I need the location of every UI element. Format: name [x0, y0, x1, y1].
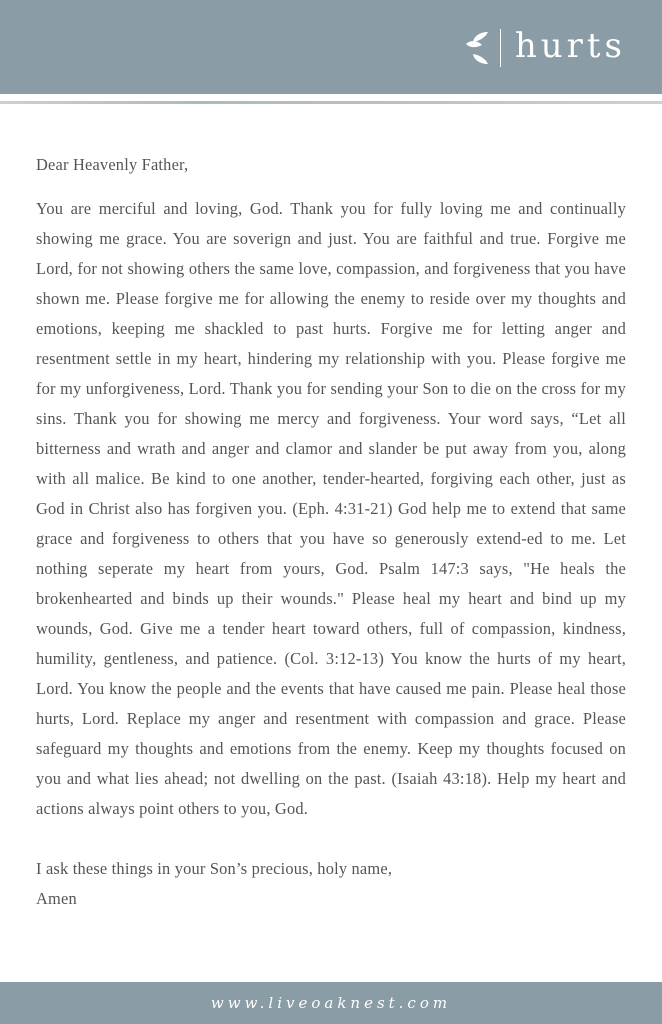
page-title: hurts [514, 26, 626, 66]
header-band [0, 0, 662, 94]
logo-divider [500, 29, 501, 67]
footer-band [0, 982, 662, 1024]
logo [464, 26, 626, 70]
leaf-sprig-icon [464, 28, 490, 68]
closing-line: I ask these things in your Son’s precious, holy name, [36, 859, 393, 878]
header-divider [0, 101, 662, 104]
website-link[interactable]: www.liveoaknest.com [210, 994, 452, 1012]
salutation: Dear Heavenly Father, [36, 155, 189, 174]
prayer-body: You are merciful and loving, God. Thank you for fully loving me and continually showing me grace. You are soverign and just. You are faithful and true. Forgive me Lord, for not showing others the same love, compassion, and forgiveness that you have shown me. Please forgive me for allowing the enemy to reside over my thoughts and emotions, keeping me shackled to past hurts. Forgive me for letting anger and resentment settle in my heart, hindering my relationship with you. Please forgive me for my unforgiveness, Lord. Thank you for sending your Son to die on the cross for my sins. Thank you for showing me mercy and forgiveness. Your word says, “Let all bitterness and wrath and anger and clamor and slander be put away from you, along with all malice. Be kind to one another, tender-hearted, forgiving each other, just as God in Christ also has forgiven you. (Eph. 4:31-21) God help me to extend that same grace and forgiveness to others that you have so generously extend-ed to me. Let nothing seperate my heart from yours, God. Psalm 147:3 says, "He heals the brokenhearted and binds up their wounds." Please heal my heart and bind up my wounds, God. Give me a tender heart toward others, full of compassion, kindness, humility, gentleness, and patience. (Col. 3:12-13) You know the hurts of my heart, Lord. You know the people and the events that have caused me pain. Please heal those hurts, Lord. Replace my anger and resentment with compassion and grace. Please safeguard my thoughts and emotions from the enemy. Keep my thoughts focused on you and what lies ahead; not dwelling on the past. (Isaiah 43:18). Help my heart and actions always point others to you, God. [36, 199, 626, 818]
prayer-content [36, 150, 626, 914]
amen: Amen [36, 889, 77, 908]
